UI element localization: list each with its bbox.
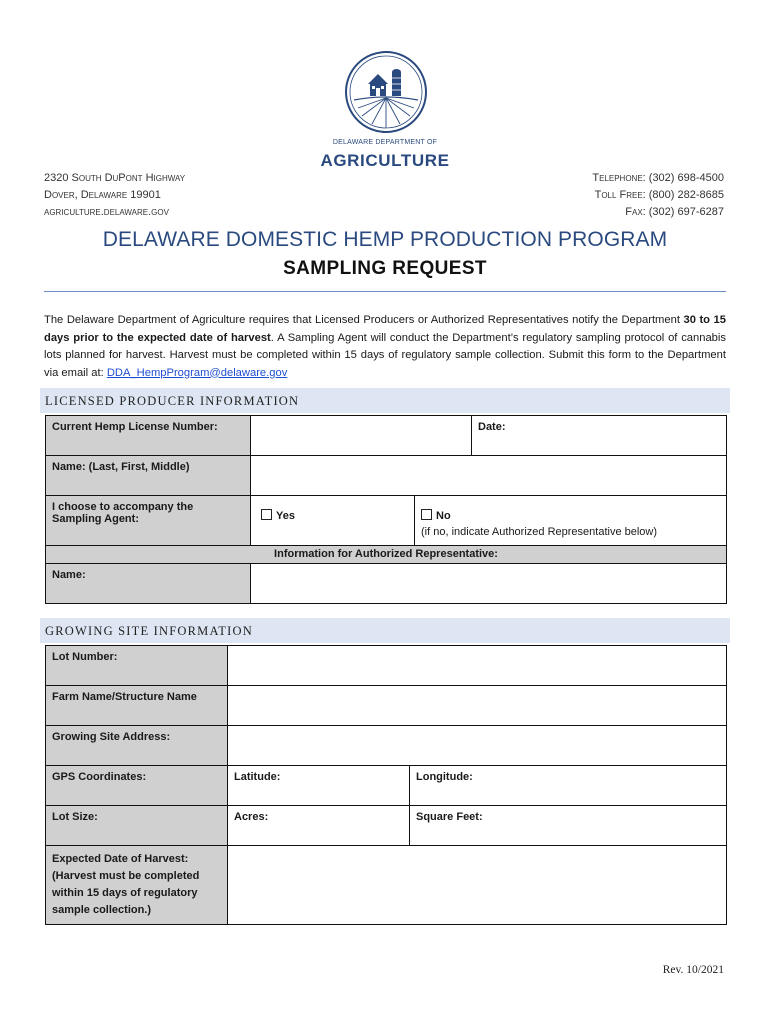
harvest-date-field[interactable] xyxy=(228,846,727,925)
producer-name-label: Name: (Last, First, Middle) xyxy=(46,456,251,496)
address-website: agriculture.delaware.gov xyxy=(44,206,169,218)
telephone: Telephone: (302) 698-4500 xyxy=(592,172,724,184)
site-address-label: Growing Site Address: xyxy=(46,726,228,766)
program-title: DELAWARE DOMESTIC HEMP PRODUCTION PROGRAM xyxy=(102,228,668,251)
harvest-date-label: Expected Date of Harvest: (Harvest must be completed within 15 days of regulatory sample collection.) xyxy=(46,846,228,925)
revision-date: Rev. 10/2021 xyxy=(662,964,724,976)
date-field[interactable] xyxy=(472,416,727,456)
acres-field[interactable] xyxy=(228,806,410,846)
authorized-rep-heading: Information for Authorized Representative: xyxy=(46,546,727,564)
title-divider xyxy=(44,291,726,292)
rep-name-label: Name: xyxy=(46,564,251,604)
date-label: Date: xyxy=(478,421,506,433)
no-note: (if no, indicate Authorized Representative below) xyxy=(421,526,658,538)
contact-numbers xyxy=(592,170,724,221)
yes-checkbox[interactable] xyxy=(261,509,272,520)
email-link[interactable]: DDA_HempProgram@delaware.gov xyxy=(106,366,288,379)
square-feet-label: Square Feet: xyxy=(416,811,483,823)
no-checkbox[interactable] xyxy=(421,509,432,520)
section-title-producer: LICENSED PRODUCER INFORMATION xyxy=(45,394,300,408)
intro-text-1: The Delaware Department of Agriculture requires that Licensed Producers or Authorized Representatives notify the Department xyxy=(44,314,684,326)
section-title-site: GROWING SITE INFORMATION xyxy=(45,624,253,638)
no-label: No xyxy=(436,510,451,522)
yes-label: Yes xyxy=(276,510,295,522)
square-feet-field[interactable] xyxy=(410,806,727,846)
section-header-site xyxy=(40,618,730,643)
mailing-address xyxy=(44,170,185,221)
form-title: SAMPLING REQUEST xyxy=(283,258,487,279)
logo-department-text: DELAWARE DEPARTMENT OF xyxy=(332,139,438,146)
fax: Fax: (302) 697-6287 xyxy=(625,206,724,218)
rep-name-field[interactable] xyxy=(251,564,727,604)
latitude-label: Latitude: xyxy=(234,771,281,783)
license-number-field[interactable] xyxy=(251,416,472,456)
accompany-no-option[interactable] xyxy=(415,496,727,546)
lot-number-field[interactable] xyxy=(228,646,727,686)
toll-free: Toll Free: (800) 282-8685 xyxy=(594,189,724,201)
section-header-producer xyxy=(40,388,730,413)
department-seal-logo xyxy=(344,50,428,134)
address-street: 2320 South DuPont Highway xyxy=(44,172,186,184)
longitude-field[interactable] xyxy=(410,766,727,806)
intro-deadline: 30 to 15 days prior to the expected date of harvest xyxy=(44,314,726,344)
producer-name-field[interactable] xyxy=(251,456,727,496)
address-city: Dover, Delaware 19901 xyxy=(44,189,161,201)
intro-text-2: . A Sampling Agent will conduct the Department’s regulatory sampling protocol of cannabis lots planned for harvest. Harvest must be completed within 15 days of regulatory sample collection. Submit this form to the Department via email at: xyxy=(44,331,726,379)
logo-agriculture-text: AGRICULTURE xyxy=(320,151,450,170)
acres-label: Acres: xyxy=(234,811,269,823)
intro-paragraph xyxy=(44,312,726,382)
accompany-label: I choose to accompany the Sampling Agent: xyxy=(46,496,251,546)
latitude-field[interactable] xyxy=(228,766,410,806)
lot-number-label: Lot Number: xyxy=(46,646,228,686)
site-address-field[interactable] xyxy=(228,726,727,766)
longitude-label: Longitude: xyxy=(416,771,473,783)
site-table xyxy=(45,645,727,925)
lot-size-label: Lot Size: xyxy=(46,806,228,846)
gps-label: GPS Coordinates: xyxy=(46,766,228,806)
accompany-yes-option[interactable] xyxy=(251,496,415,546)
farm-name-field[interactable] xyxy=(228,686,727,726)
license-number-label: Current Hemp License Number: xyxy=(46,416,251,456)
farm-name-label: Farm Name/Structure Name xyxy=(46,686,228,726)
producer-table xyxy=(45,415,727,604)
